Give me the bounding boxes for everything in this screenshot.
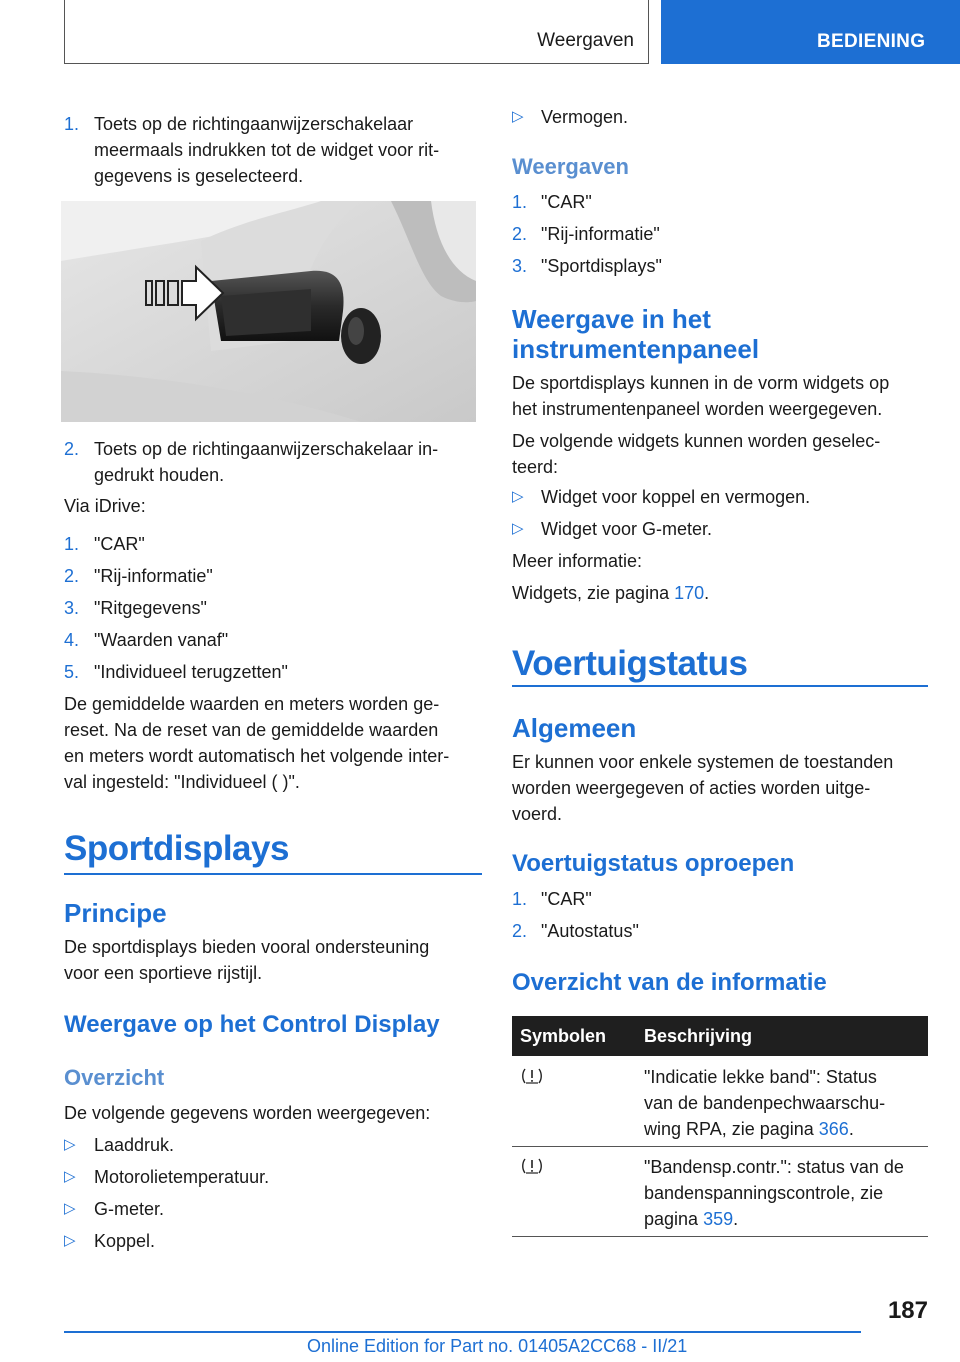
bullet-icon: ▷	[64, 1232, 76, 1249]
footer-rule	[64, 1331, 861, 1333]
column-header-symbols: Symbolen	[520, 1026, 607, 1046]
via-idrive-label: Via iDrive:	[64, 496, 146, 516]
list-item: "CAR"	[94, 534, 145, 554]
heading-instrumentenpaneel: Weergave in het instrumentenpaneel	[512, 304, 760, 364]
list-item: Laaddruk.	[94, 1135, 175, 1155]
instrumentenpaneel-paragraph: De sportdisplays kunnen in de vorm widgets op het instrumentenpaneel worden weergegeven.	[512, 373, 890, 419]
list-number: 5.	[64, 662, 80, 682]
table-header	[512, 1016, 928, 1056]
row-divider	[512, 1146, 928, 1147]
list-number: 4.	[64, 630, 80, 650]
column-header-description: Beschrijving	[644, 1026, 753, 1046]
bullet-icon: ▷	[64, 1136, 76, 1153]
widgets-reference: Widgets, zie pagina 170.	[512, 583, 710, 603]
tire-warning-icon	[522, 1158, 542, 1174]
list-item: G-meter.	[94, 1199, 165, 1219]
reset-paragraph: De gemiddelde waarden en meters worden ge- reset. Na de reset van de gemiddelde waarden en meters wordt automatisch het volgende inter- val ingesteld: "Individueel ( )".	[64, 694, 450, 792]
chapter-tab-label: BEDIENING	[817, 31, 926, 52]
list-item: "Rij-informatie"	[541, 224, 660, 244]
list-item: "CAR"	[541, 192, 592, 212]
overzicht-intro: De volgende gegevens worden weergegeven:	[64, 1103, 431, 1123]
list-item: "Sportdisplays"	[541, 256, 662, 276]
list-number: 2.	[64, 566, 80, 586]
list-item: "Ritgegevens"	[94, 598, 207, 618]
chapter-tab[interactable]	[661, 0, 960, 64]
list-number: 3.	[64, 598, 80, 618]
header-box	[64, 0, 649, 64]
list-number: 3.	[512, 256, 528, 276]
list-number: 2.	[512, 224, 528, 244]
heading-overzicht: Overzicht	[64, 1065, 165, 1090]
footer-edition: Online Edition for Part no. 01405A2CC68 - II/21	[307, 1336, 688, 1356]
page-link[interactable]: 366	[818, 1119, 849, 1139]
heading-sportdisplays: Sportdisplays	[64, 829, 289, 868]
heading-overzicht-informatie: Overzicht van de informatie	[512, 969, 827, 996]
heading-rule	[512, 685, 928, 687]
step-number: 1.	[64, 114, 80, 134]
page-link[interactable]: 359	[703, 1209, 734, 1229]
heading-oproepen: Voertuigstatus oproepen	[512, 850, 795, 877]
turn-signal-lever-illustration	[61, 201, 476, 422]
row-description: "Indicatie lekke band": Status van de bandenpechwaarschu- wing RPA, zie pagina 366.	[644, 1067, 886, 1139]
row-divider	[512, 1236, 928, 1237]
heading-weergaven: Weergaven	[512, 154, 629, 179]
list-number: 1.	[512, 192, 528, 212]
bullet-icon: ▷	[512, 488, 524, 505]
page-number: 187	[887, 1297, 928, 1324]
bullet-icon: ▷	[64, 1200, 76, 1217]
heading-algemeen: Algemeen	[512, 713, 637, 743]
step1-text: Toets op de richtingaanwijzerschakelaar meermaals indrukken tot de widget voor rit- gegevens is geselecteerd.	[94, 114, 440, 186]
section-title: Weergaven	[537, 30, 634, 51]
page-link[interactable]: 170	[674, 583, 705, 603]
list-item: Widget voor koppel en vermogen.	[541, 487, 811, 507]
list-item: Koppel.	[94, 1231, 156, 1251]
row-description: "Bandensp.contr.": status van de bandenspanningscontrole, zie pagina 359.	[644, 1157, 904, 1229]
list-item: "Rij-informatie"	[94, 566, 213, 586]
heading-control-display: Weergave op het Control Display	[64, 1011, 440, 1038]
list-number: 1.	[512, 889, 528, 909]
list-item: Widget voor G-meter.	[541, 519, 713, 539]
bullet-icon: ▷	[64, 1168, 76, 1185]
principe-paragraph: De sportdisplays bieden vooral ondersteuning voor een sportieve rijstijl.	[64, 937, 430, 983]
more-info-label: Meer informatie:	[512, 551, 643, 571]
step2-text: Toets op de richtingaanwijzerschakelaar in- gedrukt houden.	[94, 439, 439, 485]
list-item: "Autostatus"	[541, 921, 639, 941]
tire-warning-icon	[522, 1068, 542, 1084]
heading-rule	[64, 873, 482, 875]
step-number: 2.	[64, 439, 80, 459]
algemeen-paragraph: Er kunnen voor enkele systemen de toestanden worden weergegeven of acties worden uitge- voerd.	[512, 752, 894, 824]
heading-voertuigstatus: Voertuigstatus	[512, 644, 748, 683]
widgets-intro: De volgende widgets kunnen worden geselec- teerd:	[512, 431, 881, 477]
list-item: Motorolietemperatuur.	[94, 1167, 270, 1187]
list-item: Vermogen.	[541, 107, 629, 127]
heading-principe: Principe	[64, 898, 167, 928]
list-item: "Waarden vanaf"	[94, 630, 229, 650]
bullet-icon: ▷	[512, 108, 524, 125]
list-number: 1.	[64, 534, 80, 554]
list-item: "CAR"	[541, 889, 592, 909]
bullet-icon: ▷	[512, 520, 524, 537]
list-number: 2.	[512, 921, 528, 941]
list-item: "Individueel terugzetten"	[94, 662, 288, 682]
